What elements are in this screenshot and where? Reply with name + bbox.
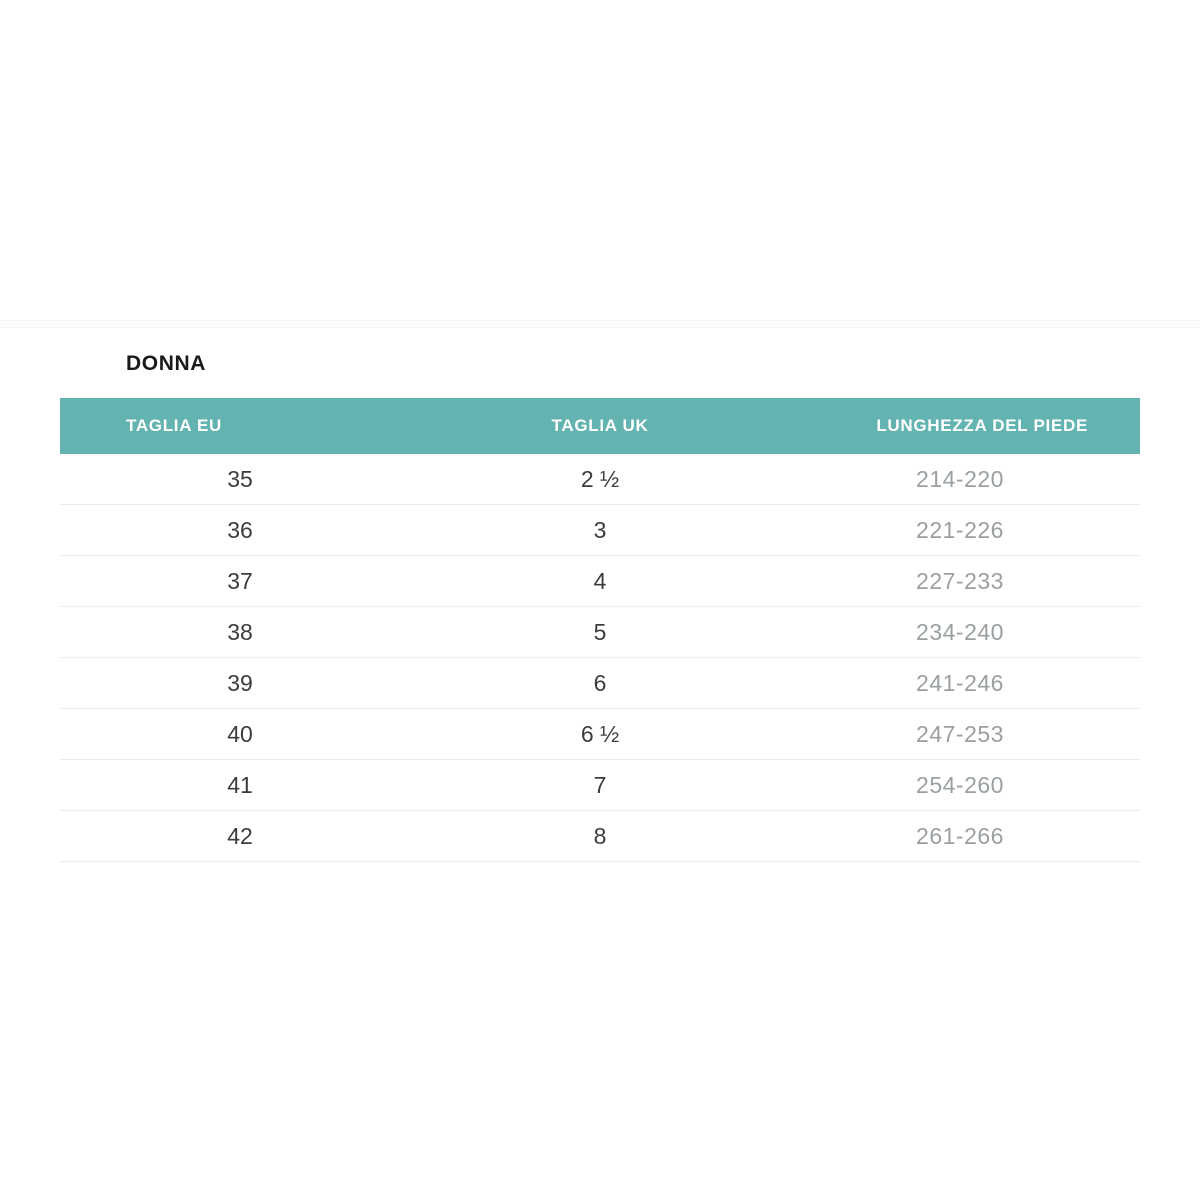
cell-uk: 6: [420, 658, 780, 709]
table-row: [60, 505, 1140, 556]
cell-eu: 39: [60, 658, 420, 709]
cell-uk: 7: [420, 760, 780, 811]
page-title: DONNA: [126, 352, 206, 375]
cell-uk: 8: [420, 811, 780, 862]
section-divider: [0, 320, 1200, 328]
cell-eu: 40: [60, 709, 420, 760]
cell-eu: 35: [60, 454, 420, 505]
cell-eu: 41: [60, 760, 420, 811]
cell-uk: 6 ½: [420, 709, 780, 760]
table-header-row: [60, 398, 1140, 454]
cell-foot-length: 234-240: [780, 607, 1140, 658]
cell-eu: 38: [60, 607, 420, 658]
cell-uk: 2 ½: [420, 454, 780, 505]
table-row: [60, 454, 1140, 505]
table-row: [60, 709, 1140, 760]
cell-foot-length: 261-266: [780, 811, 1140, 862]
size-chart-section: [60, 352, 1140, 862]
cell-uk: 3: [420, 505, 780, 556]
cell-foot-length: 214-220: [780, 454, 1140, 505]
column-header-foot-length: LUNGHEZZA DEL PIEDE: [780, 398, 1140, 454]
cell-uk: 5: [420, 607, 780, 658]
cell-foot-length: 247-253: [780, 709, 1140, 760]
size-table: [60, 398, 1140, 862]
table-row: [60, 760, 1140, 811]
column-header-eu: TAGLIA EU: [60, 398, 420, 454]
cell-foot-length: 227-233: [780, 556, 1140, 607]
column-header-uk: TAGLIA UK: [420, 398, 780, 454]
table-body: [60, 454, 1140, 862]
cell-foot-length: 241-246: [780, 658, 1140, 709]
cell-eu: 36: [60, 505, 420, 556]
cell-uk: 4: [420, 556, 780, 607]
cell-foot-length: 254-260: [780, 760, 1140, 811]
table-row: [60, 658, 1140, 709]
cell-foot-length: 221-226: [780, 505, 1140, 556]
cell-eu: 42: [60, 811, 420, 862]
cell-eu: 37: [60, 556, 420, 607]
table-row: [60, 607, 1140, 658]
table-row: [60, 556, 1140, 607]
table-header: [60, 398, 1140, 454]
table-row: [60, 811, 1140, 862]
